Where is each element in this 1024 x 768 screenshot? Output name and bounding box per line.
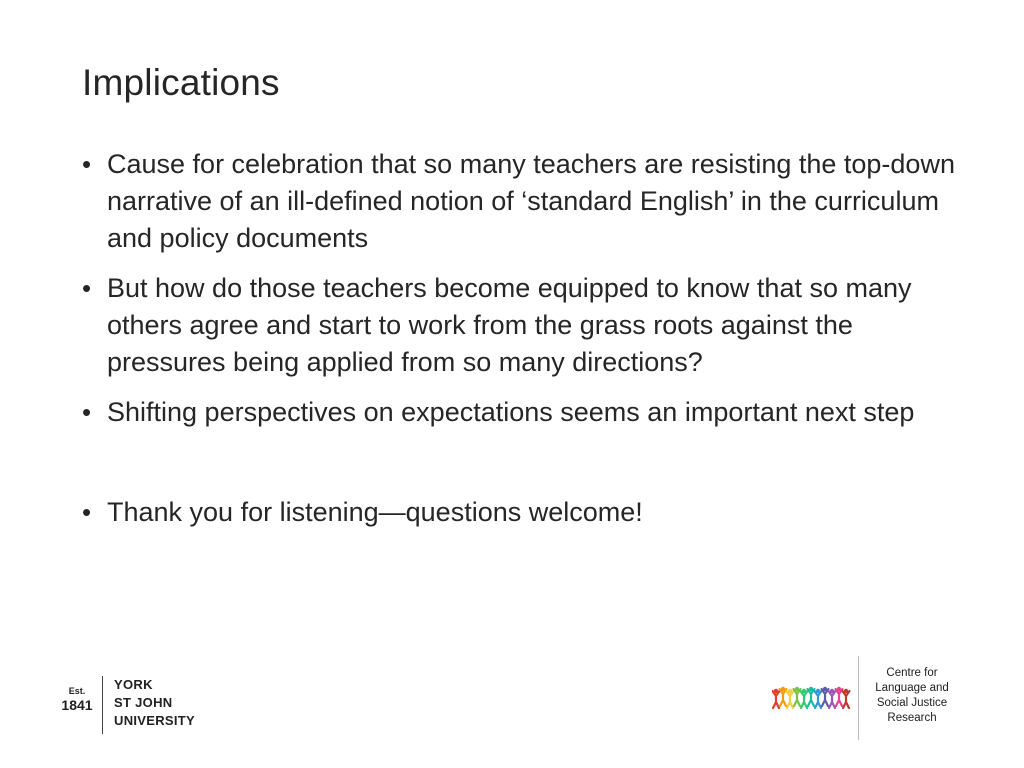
bullet-item <box>82 494 962 531</box>
figure-shape <box>829 689 836 708</box>
bullet-text: Thank you for listening—questions welcome! <box>107 497 643 527</box>
centre-name-line: Centre for <box>886 667 938 679</box>
figure-shape <box>773 689 780 708</box>
bullet-text: But how do those teachers become equipped to know that so many others agree and start to work from the grass roots against the pressures being applied from so many directions? <box>107 273 912 377</box>
bullet-item <box>82 394 962 431</box>
university-est-year: 1841 <box>61 697 93 713</box>
bullet-dot: • <box>82 273 92 303</box>
figure-shape <box>815 689 822 708</box>
people-figures-icon <box>772 684 852 710</box>
university-name-line: YORK <box>114 677 153 692</box>
bullet-dot: • <box>82 149 92 179</box>
figure-shape <box>787 689 794 708</box>
centre-name-line: Language and <box>875 682 949 694</box>
figure-shape <box>808 687 815 706</box>
university-name <box>114 676 195 730</box>
bullet-dot: • <box>82 497 92 527</box>
figure-shape <box>780 687 787 706</box>
figure-shape <box>801 689 808 708</box>
centre-logo-divider <box>858 656 859 740</box>
university-name-line: ST JOHN <box>114 695 173 710</box>
bullet-list <box>82 146 962 544</box>
figure-shape <box>836 687 843 706</box>
centre-name-line: Social Justice <box>876 697 948 709</box>
centre-name-line: Research <box>887 712 937 724</box>
figure-shape <box>822 687 829 706</box>
university-name-line: UNIVERSITY <box>114 713 196 728</box>
figure-shape <box>794 687 801 706</box>
centre-logo <box>772 656 972 742</box>
slide-title: Implications <box>82 62 280 103</box>
centre-name <box>864 666 960 726</box>
bullet-item <box>82 270 962 381</box>
bullet-dot: • <box>82 397 92 427</box>
figure-shape <box>843 689 850 708</box>
university-est-label: Est. <box>68 686 86 696</box>
logo-divider <box>102 676 103 734</box>
bullet-item <box>82 146 962 257</box>
bullet-text: Shifting perspectives on expectations seems an important next step <box>107 397 915 427</box>
bullet-text: Cause for celebration that so many teachers are resisting the top-down narrative of an ill-defined notion of ‘standard English’ in the curriculum and policy documents <box>107 149 955 253</box>
